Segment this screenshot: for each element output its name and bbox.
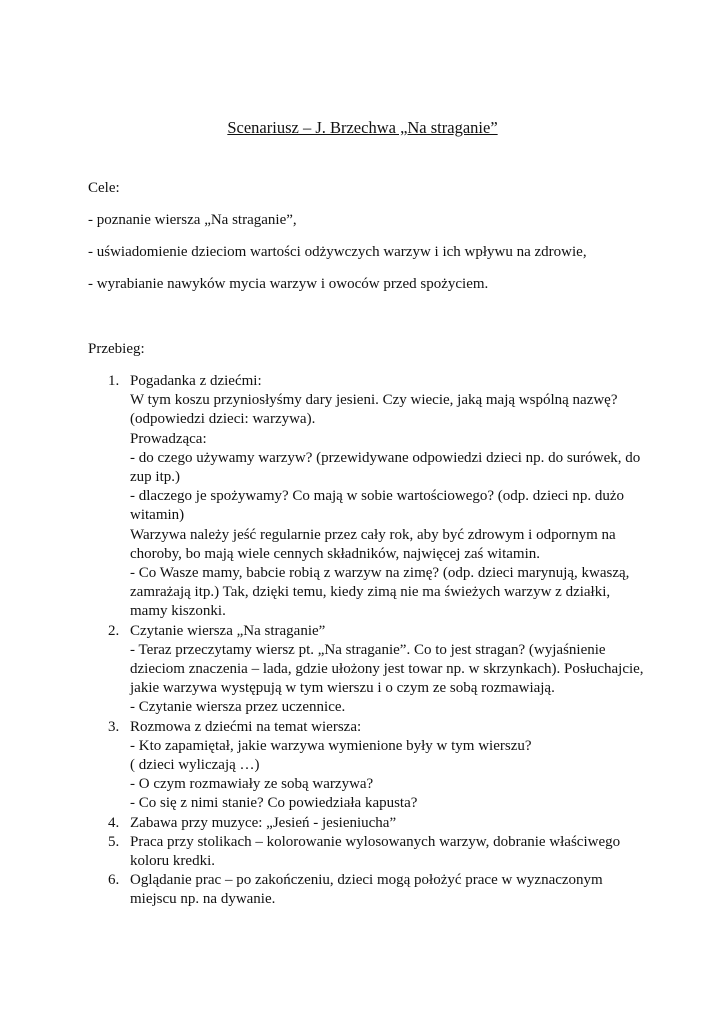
- list-item-line: W tym koszu przyniosłyśmy dary jesieni. Czy wiecie, jaką mają wspólną nazwę?: [130, 392, 618, 409]
- list-item-line: choroby, bo mają wiele cennych składników, najwięcej zaś witamin.: [130, 545, 541, 562]
- course-list: [108, 372, 668, 910]
- course-heading: Przebieg:: [88, 341, 145, 357]
- list-item-line: koloru kredki.: [130, 853, 215, 870]
- list-item-line: ( dzieci wyliczają …): [130, 757, 260, 774]
- list-item-line: - Kto zapamiętał, jakie warzywa wymienione były w tym wierszu?: [130, 737, 532, 754]
- list-item: [108, 814, 668, 833]
- list-item-line: zup itp.): [130, 469, 180, 486]
- list-item-line: witamin): [130, 507, 185, 524]
- list-item-line: - O czym rozmawiały ze sobą warzywa?: [130, 776, 374, 793]
- list-item-line: Oglądanie prac – po zakończeniu, dzieci mogą położyć prace w wyznaczonym: [130, 872, 603, 889]
- list-item-number: 4.: [108, 814, 120, 831]
- list-item: [108, 871, 668, 909]
- list-item-number: 2.: [108, 622, 120, 639]
- list-item: [108, 718, 668, 814]
- list-item-number: 6.: [108, 872, 120, 889]
- goal-line: - wyrabianie nawyków mycia warzyw i owoców przed spożyciem.: [88, 276, 489, 292]
- goal-line: - poznanie wiersza „Na straganie”,: [88, 212, 297, 228]
- goals-heading: Cele:: [88, 180, 120, 196]
- list-item-line: Zabawa przy muzyce: „Jesień - jesieniucha”: [130, 814, 397, 831]
- list-item-number: 5.: [108, 833, 120, 850]
- list-item-number: 3.: [108, 718, 120, 735]
- list-item-line: Warzywa należy jeść regularnie przez cały rok, aby być zdrowym i odpornym na: [130, 526, 616, 543]
- list-item-line: Praca przy stolikach – kolorowanie wylosowanych warzyw, dobranie właściwego: [130, 833, 621, 850]
- list-item-line: - dlaczego je spożywamy? Co mają w sobie wartościowego? (odp. dzieci np. dużo: [130, 488, 625, 505]
- list-item-line: - Czytanie wiersza przez uczennice.: [130, 699, 346, 716]
- list-item-line: Prowadząca:: [130, 430, 207, 447]
- list-item: [108, 833, 668, 871]
- list-item-line: Pogadanka z dziećmi:: [130, 373, 262, 389]
- list-item-line: Rozmowa z dziećmi na temat wiersza:: [130, 718, 362, 735]
- list-item: [108, 372, 668, 622]
- list-item-line: - do czego używamy warzyw? (przewidywane odpowiedzi dzieci np. do surówek, do: [130, 449, 641, 466]
- list-item-number: 1.: [108, 373, 120, 389]
- list-item-line: - Teraz przeczytamy wiersz pt. „Na straganie”. Co to jest stragan? (wyjaśnienie: [130, 641, 606, 658]
- list-item-line: miejscu np. na dywanie.: [130, 891, 276, 908]
- list-item-line: jakie warzywa występują w tym wierszu i o czym ze sobą rozmawiają.: [130, 680, 555, 697]
- list-item-line: - Co Wasze mamy, babcie robią z warzyw na zimę? (odp. dzieci marynują, kwaszą,: [130, 565, 630, 582]
- document-title: Scenariusz – J. Brzechwa „Na straganie”: [227, 118, 498, 137]
- list-item-line: (odpowiedzi dzieci: warzywa).: [130, 411, 316, 428]
- list-item-line: mamy kiszonki.: [130, 603, 226, 620]
- list-item-line: zamrażają itp.) Tak, dzięki temu, kiedy zimą nie ma świeżych warzyw z działki,: [130, 584, 611, 601]
- list-item-line: Czytanie wiersza „Na straganie”: [130, 622, 326, 639]
- list-item-line: - Co się z nimi stanie? Co powiedziała kapusta?: [130, 795, 418, 812]
- list-item-line: dzieciom znaczenia – lada, gdzie ułożony jest towar np. w skrzynkach). Posłuchajcie,: [130, 661, 644, 678]
- list-item: [108, 622, 668, 718]
- goal-line: - uświadomienie dzieciom wartości odżywczych warzyw i ich wpływu na zdrowie,: [88, 244, 587, 260]
